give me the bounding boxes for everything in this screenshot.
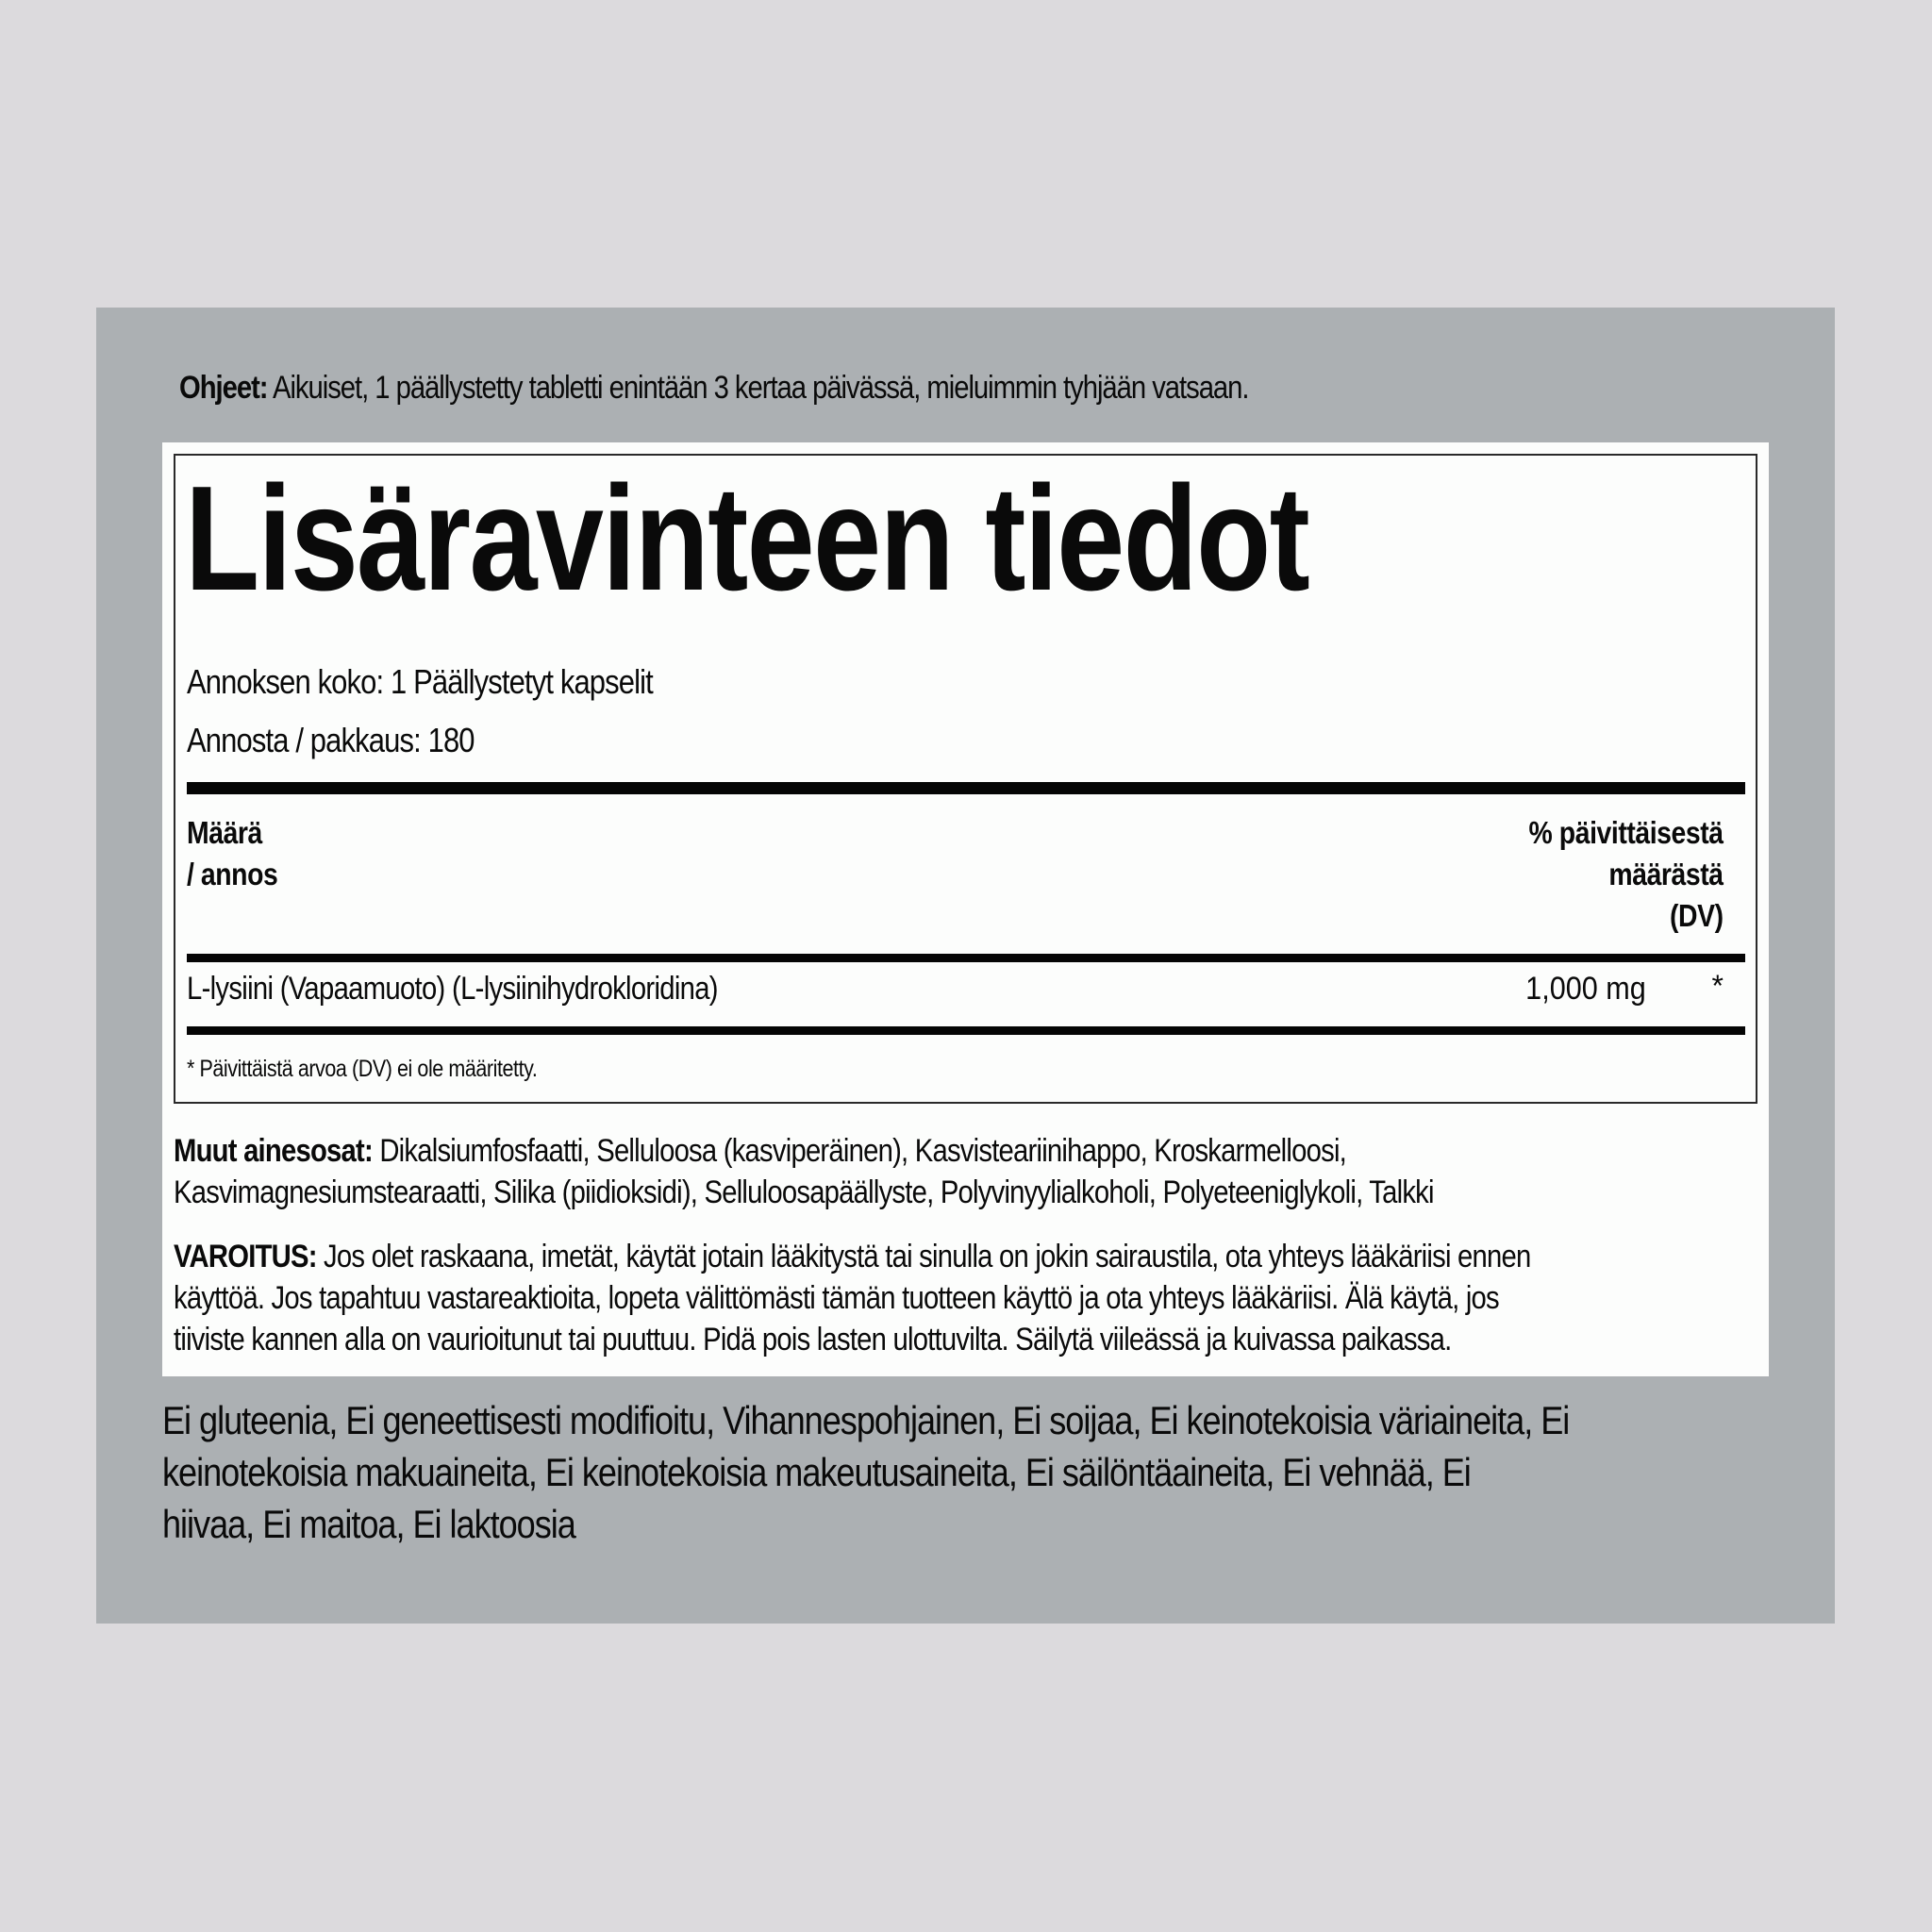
- other-ingredients-text: Dikalsiumfosfaatti, Selluloosa (kasviperäinen), Kasvisteariinihappo, Kroskarmelloosi,: [372, 1133, 1347, 1169]
- header-left-line: Määrä: [187, 815, 262, 850]
- medium-divider: [187, 1026, 1745, 1035]
- header-left-line: / annos: [187, 857, 278, 891]
- free-from-claims: [162, 1394, 1850, 1550]
- header-right-line: % päivittäisestä: [1528, 815, 1724, 850]
- other-ingredients-text: Kasvimagnesiumstearaatti, Silika (piidioksidi), Selluloosapäällyste, Polyvinyylialkoholi, Polyeteeniglykoli, Talkki: [174, 1174, 1434, 1210]
- header-right-line: määrästä: [1608, 857, 1724, 891]
- warning: [174, 1236, 1764, 1360]
- warning-text: Jos olet raskaana, imetät, käytät jotain lääkitystä tai sinulla on jokin sairaustila, ota yhteys lääkäriisi ennen: [316, 1239, 1531, 1274]
- directions-text: Aikuiset, 1 päällystetty tabletti enintään 3 kertaa päivässä, mieluimmin tyhjään vatsaan.: [267, 370, 1249, 406]
- directions: [179, 370, 1248, 407]
- serving-size: Annoksen koko: 1 Päällystetyt kapselit: [187, 662, 653, 701]
- warning-text: käyttöä. Jos tapahtuu vastareaktioita, lopeta välittömästi tämän tuotteen käyttö ja ota yhteys lääkäriisi. Älä käytä, jos: [174, 1280, 1499, 1316]
- warning-text: tiiviste kannen alla on vaurioitunut tai puuttuu. Pidä pois lasten ulottuvilta. Säilytä viileässä ja kuivassa paikassa.: [174, 1322, 1452, 1357]
- other-ingredients-label: Muut ainesosat:: [174, 1133, 373, 1169]
- thick-divider: [187, 782, 1745, 794]
- claims-line: hiivaa, Ei maitoa, Ei laktoosia: [162, 1502, 575, 1546]
- other-ingredients: [174, 1130, 1764, 1213]
- claims-line: keinotekoisia makuaineita, Ei keinotekoisia makeutusaineita, Ei säilöntäaineita, Ei vehnää, Ei: [162, 1450, 1471, 1494]
- supplement-facts-box: [174, 454, 1757, 1104]
- warning-label: VAROITUS:: [174, 1239, 317, 1274]
- medium-divider: [187, 954, 1745, 962]
- dv-footnote: * Päivittäistä arvoa (DV) ei ole määritetty.: [187, 1056, 538, 1082]
- daily-value-header: [1529, 812, 1724, 937]
- claims-line: Ei gluteenia, Ei geneettisesti modifioitu, Vihannespohjainen, Ei soijaa, Ei keinotekoisia väriaineita, Ei: [162, 1398, 1570, 1442]
- header-right-line: (DV): [1670, 898, 1724, 933]
- nutrient-amount: 1,000 mg: [1525, 971, 1646, 1007]
- facts-title: Lisäravinteen tiedot: [185, 456, 1309, 622]
- nutrient-dv: *: [1711, 969, 1724, 1003]
- directions-label: Ohjeet:: [179, 370, 268, 406]
- nutrient-name: L-lysiini (Vapaamuoto) (L-lysiinihydrokloridina): [187, 971, 718, 1007]
- servings-per-container: Annosta / pakkaus: 180: [187, 721, 475, 759]
- amount-per-serving-header: [187, 812, 277, 895]
